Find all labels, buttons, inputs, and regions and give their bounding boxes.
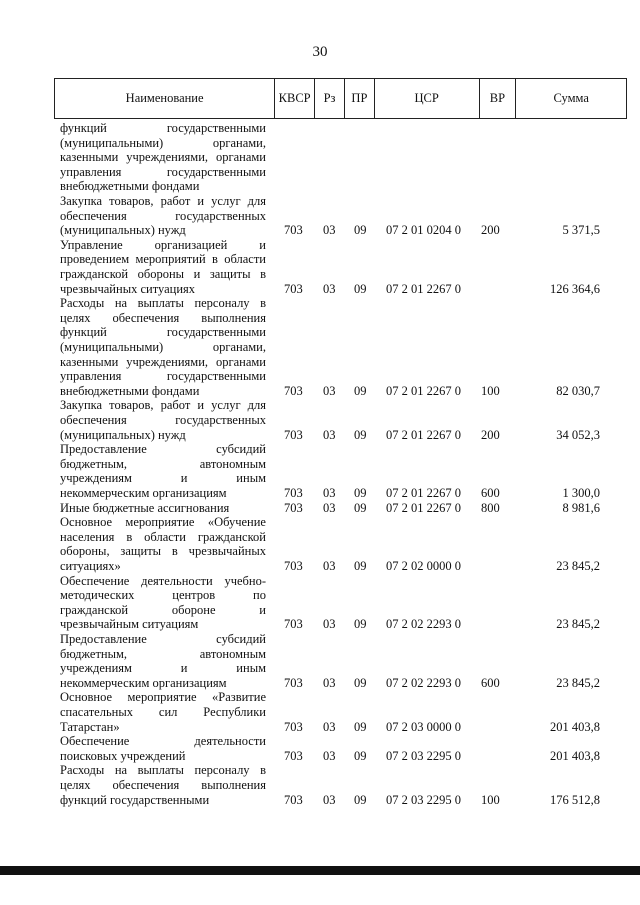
- row-name-line: Основное мероприятие «Обучение: [60, 515, 266, 530]
- row-name: [60, 442, 266, 500]
- row-vr: 600: [481, 486, 500, 500]
- row-name-line: функций государственными: [60, 792, 210, 807]
- row-name-line: функций государственными: [60, 121, 266, 135]
- row-sum: 23 845,2: [556, 675, 600, 690]
- row-name-line: (муниципальных) нужд: [60, 223, 186, 238]
- row-sum: 176 512,8: [550, 792, 600, 807]
- row-name-line: Расходы на выплаты персоналу в: [60, 763, 266, 778]
- row-pr: 09: [354, 559, 367, 573]
- row-rz: 03: [323, 719, 336, 734]
- row-csr: 07 2 03 0000 0: [386, 719, 461, 734]
- row-pr: 09: [354, 427, 367, 442]
- row-kvsr: 703: [284, 617, 303, 632]
- scan-edge-bar: [0, 866, 640, 875]
- row-name-line: Управление организацией и: [60, 237, 266, 252]
- row-sum: 1 300,0: [562, 486, 600, 500]
- row-name: [60, 238, 266, 296]
- row-name-line: некоммерческим организациям: [60, 485, 227, 500]
- header-name: Наименование: [55, 79, 275, 118]
- row-pr: 09: [354, 792, 367, 807]
- row-name-line: Предоставление субсидий: [60, 442, 266, 457]
- row-name: [60, 574, 266, 632]
- row-name: [60, 121, 266, 194]
- row-name-line: Обеспечение деятельности: [60, 734, 266, 749]
- row-csr: 07 2 02 0000 0: [386, 559, 461, 573]
- row-name-line: чрезвычайных ситуациях: [60, 281, 196, 296]
- row-sum: 5 371,5: [562, 223, 600, 238]
- row-rz: 03: [323, 281, 336, 296]
- row-pr: 09: [354, 675, 367, 690]
- row-name-line: ситуациях»: [60, 558, 121, 573]
- row-name-line: гражданской обороны и защиты в: [60, 266, 266, 281]
- row-name-line: учреждениям и иным: [60, 661, 266, 676]
- row-name-line: (муниципальных) нужд: [60, 427, 186, 442]
- row-name-line: населения в области гражданской: [60, 529, 266, 544]
- row-name-line: методических центров по: [60, 588, 266, 603]
- page-number: 30: [312, 44, 328, 60]
- row-csr: 07 2 03 2295 0: [386, 792, 461, 807]
- row-rz: 03: [323, 675, 336, 690]
- row-name-line: (муниципальными) органами,: [60, 339, 266, 354]
- row-vr: 100: [481, 792, 500, 807]
- row-kvsr: 703: [284, 500, 303, 515]
- row-name-line: обеспечения государственных: [60, 412, 266, 427]
- row-name-line: Закупка товаров, работ и услуг для: [60, 398, 266, 413]
- row-name-line: внебюджетными фондами: [60, 179, 200, 194]
- row-name-line: поисковых учреждений: [60, 748, 186, 763]
- row-name-line: Обеспечение деятельности учебно-: [60, 573, 266, 588]
- row-name: [60, 515, 266, 573]
- row-csr: 07 2 03 2295 0: [386, 748, 461, 763]
- row-name-line: учреждениям и иным: [60, 471, 266, 486]
- row-rz: 03: [323, 427, 336, 442]
- row-kvsr: 703: [284, 223, 303, 238]
- row-name-line: чрезвычайным ситуациям: [60, 617, 199, 632]
- row-kvsr: 703: [284, 675, 303, 690]
- row-name-line: бюджетным, автономным: [60, 646, 266, 661]
- row-csr: 07 2 01 0204 0: [386, 223, 461, 238]
- row-csr: 07 2 01 2267 0: [386, 486, 461, 500]
- row-csr: 07 2 01 2267 0: [386, 427, 461, 442]
- row-rz: 03: [323, 383, 336, 398]
- row-kvsr: 703: [284, 748, 303, 763]
- row-name-line: внебюджетными фондами: [60, 383, 200, 398]
- row-name: [60, 194, 266, 238]
- row-rz: 03: [323, 792, 336, 807]
- row-name-line: функций государственными: [60, 325, 266, 340]
- row-rz: 03: [323, 500, 336, 515]
- row-name-line: бюджетным, автономным: [60, 456, 266, 471]
- row-sum: 34 052,3: [556, 427, 600, 442]
- row-rz: 03: [323, 486, 336, 500]
- header-kvsr: КВСР: [275, 79, 315, 118]
- row-pr: 09: [354, 383, 367, 398]
- row-pr: 09: [354, 223, 367, 238]
- row-kvsr: 703: [284, 427, 303, 442]
- row-name-line: Расходы на выплаты персоналу в: [60, 296, 266, 311]
- row-csr: 07 2 01 2267 0: [386, 281, 461, 296]
- row-name-line: Основное мероприятие «Развитие: [60, 690, 266, 705]
- row-kvsr: 703: [284, 383, 303, 398]
- row-name-line: гражданской обороне и: [60, 602, 266, 617]
- row-kvsr: 703: [284, 792, 303, 807]
- row-pr: 09: [354, 486, 367, 500]
- row-sum: 126 364,6: [550, 281, 600, 296]
- row-name-line: управления государственными: [60, 369, 266, 384]
- row-name-line: управления государственными: [60, 164, 266, 179]
- row-name-line: Татарстан»: [60, 719, 120, 734]
- row-vr: 600: [481, 675, 500, 690]
- row-pr: 09: [354, 617, 367, 632]
- header-rz: Рз: [315, 79, 345, 118]
- row-rz: 03: [323, 559, 336, 573]
- row-vr: 200: [481, 427, 500, 442]
- row-pr: 09: [354, 719, 367, 734]
- row-name-line: целях обеспечения выполнения: [60, 310, 266, 325]
- row-name: [60, 632, 266, 690]
- row-name-line: целях обеспечения выполнения: [60, 777, 266, 792]
- row-vr: 800: [481, 500, 500, 515]
- row-csr: 07 2 01 2267 0: [386, 383, 461, 398]
- row-sum: 8 981,6: [562, 500, 600, 515]
- row-kvsr: 703: [284, 281, 303, 296]
- row-sum: 201 403,8: [550, 748, 600, 763]
- row-kvsr: 703: [284, 719, 303, 734]
- row-sum: 23 845,2: [556, 559, 600, 573]
- row-vr: 100: [481, 383, 500, 398]
- row-name-line: казенными учреждениями, органами: [60, 150, 266, 165]
- header-sum: Сумма: [553, 91, 589, 105]
- row-name: [60, 690, 266, 734]
- row-name: [60, 398, 266, 442]
- header-pr: ПР: [345, 79, 375, 118]
- row-kvsr: 703: [284, 486, 303, 500]
- row-name-line: некоммерческим организациям: [60, 675, 227, 690]
- row-name-line: (муниципальными) органами,: [60, 135, 266, 150]
- row-name-line: Предоставление субсидий: [60, 632, 266, 646]
- row-rz: 03: [323, 617, 336, 632]
- row-csr: 07 2 01 2267 0: [386, 500, 461, 515]
- row-pr: 09: [354, 748, 367, 763]
- row-sum: 82 030,7: [556, 383, 600, 398]
- row-name-line: обеспечения государственных: [60, 208, 266, 223]
- row-name-line: проведением мероприятий в области: [60, 252, 266, 267]
- row-sum: 23 845,2: [556, 617, 600, 632]
- row-name: [60, 296, 266, 398]
- row-pr: 09: [354, 500, 367, 515]
- row-name: [60, 734, 266, 763]
- row-name-line: спасательных сил Республики: [60, 704, 266, 719]
- row-name: [60, 501, 266, 516]
- header-csr: ЦСР: [375, 79, 480, 118]
- row-sum: 201 403,8: [550, 719, 600, 734]
- row-name-line: Иные бюджетные ассигнования: [60, 500, 230, 515]
- row-name: [60, 763, 266, 807]
- row-name-line: Закупка товаров, работ и услуг для: [60, 194, 266, 208]
- row-vr: 200: [481, 223, 500, 238]
- row-rz: 03: [323, 223, 336, 238]
- row-csr: 07 2 02 2293 0: [386, 617, 461, 632]
- row-rz: 03: [323, 748, 336, 763]
- row-name-line: казенными учреждениями, органами: [60, 354, 266, 369]
- row-pr: 09: [354, 281, 367, 296]
- row-kvsr: 703: [284, 559, 303, 573]
- row-csr: 07 2 02 2293 0: [386, 675, 461, 690]
- row-name-line: обороны, защиты в чрезвычайных: [60, 544, 266, 559]
- header-vr: ВР: [480, 79, 517, 118]
